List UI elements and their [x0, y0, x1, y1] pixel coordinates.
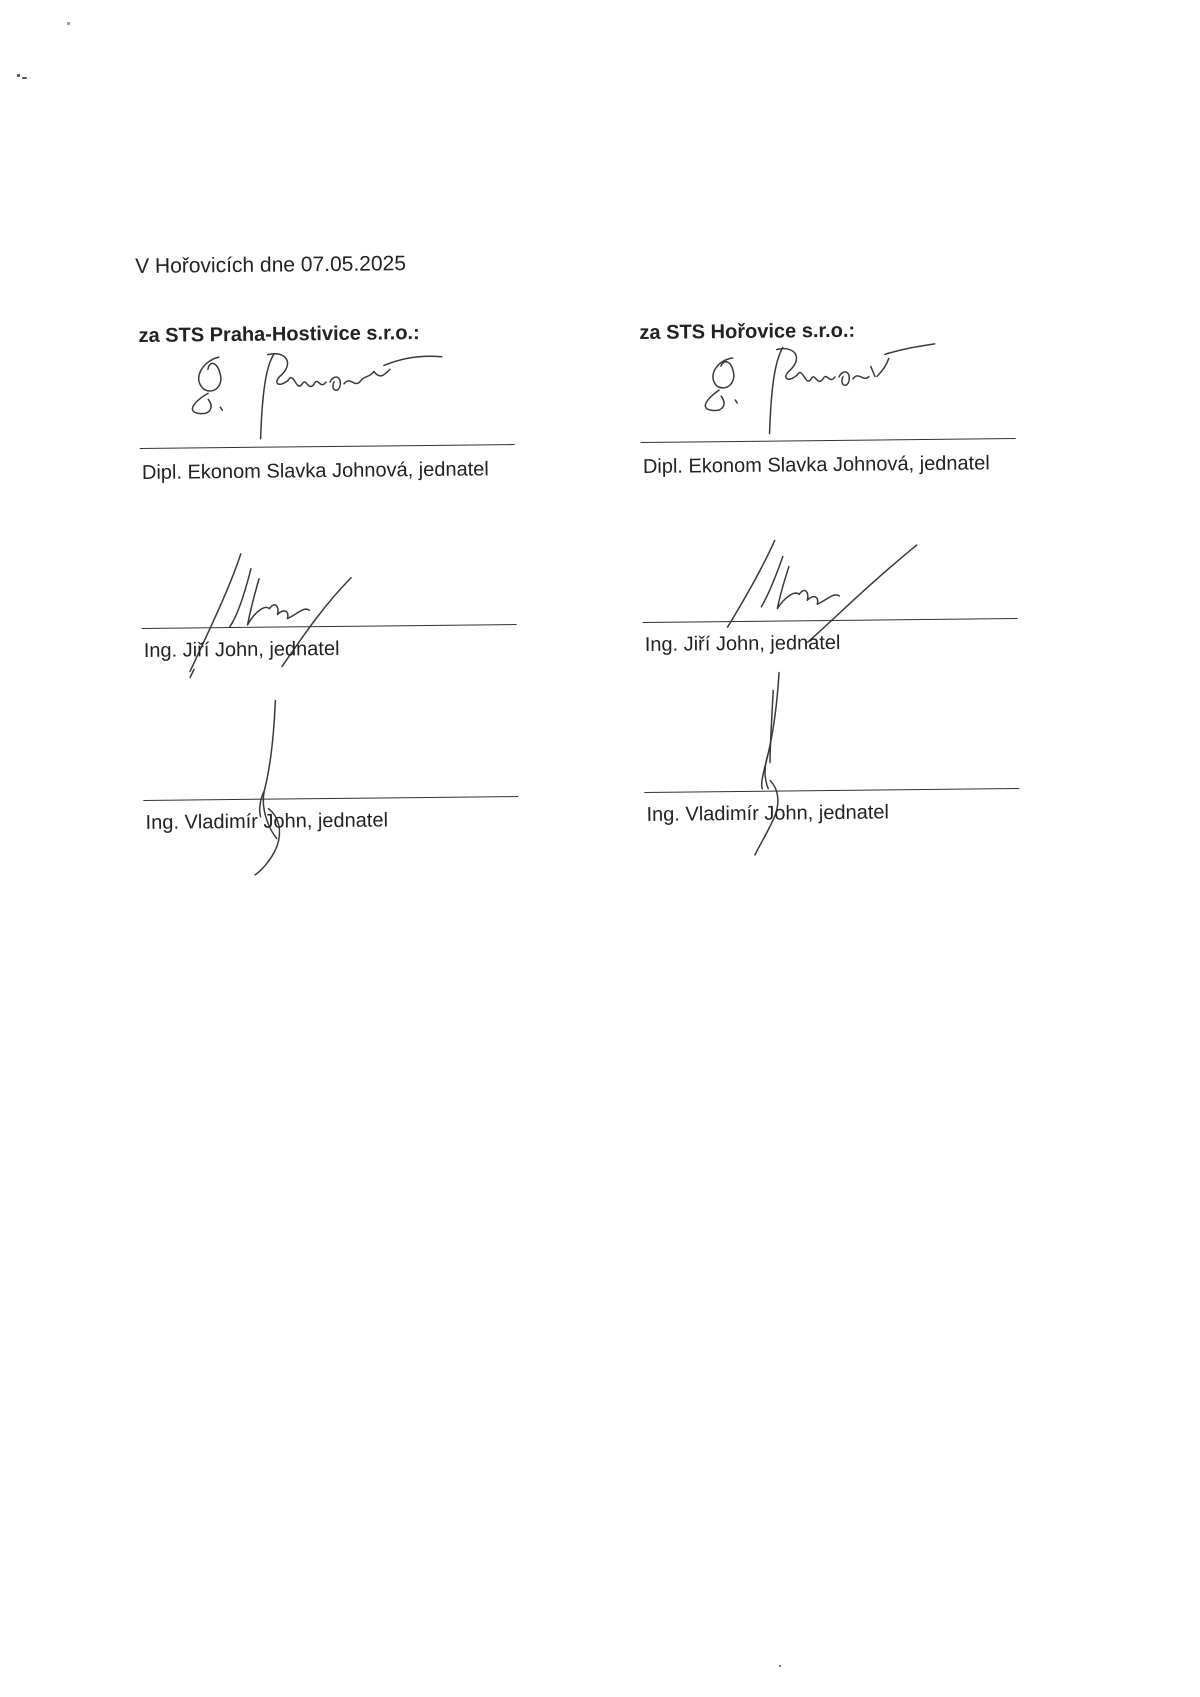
handwritten-signature — [685, 341, 986, 444]
signature-line — [644, 788, 1019, 793]
signature-line — [643, 618, 1018, 623]
place-and-date: V Hořovicích dne 07.05.2025 — [135, 252, 407, 278]
signature-line — [140, 444, 515, 449]
signer-name: Ing. Vladimír John, jednatel — [646, 801, 890, 826]
handwritten-signature — [697, 535, 938, 648]
scan-speck — [67, 22, 70, 25]
signer-name: Dipl. Ekonom Slavka Johnová, jednatel — [141, 458, 489, 484]
handwritten-signature — [733, 670, 805, 861]
scan-speck — [779, 1665, 781, 1667]
signer-name: Dipl. Ekonom Slavka Johnová, jednatel — [642, 452, 990, 478]
scan-speck — [17, 74, 20, 77]
handwritten-signature — [237, 698, 309, 879]
scan-speck — [22, 77, 27, 79]
signer-name: Ing. Jiří John, jednatel — [644, 631, 841, 656]
signature-line — [143, 796, 518, 801]
signature-line — [641, 438, 1016, 443]
right-party-company: za STS Hořovice s.r.o.: — [639, 319, 856, 344]
signature-line — [142, 624, 517, 629]
signer-name: Ing. Jiří John, jednatel — [143, 637, 340, 662]
signer-name: Ing. Vladimír John, jednatel — [145, 809, 389, 834]
left-party-company: za STS Praha-Hostivice s.r.o.: — [138, 322, 420, 347]
handwritten-signature — [174, 346, 475, 449]
